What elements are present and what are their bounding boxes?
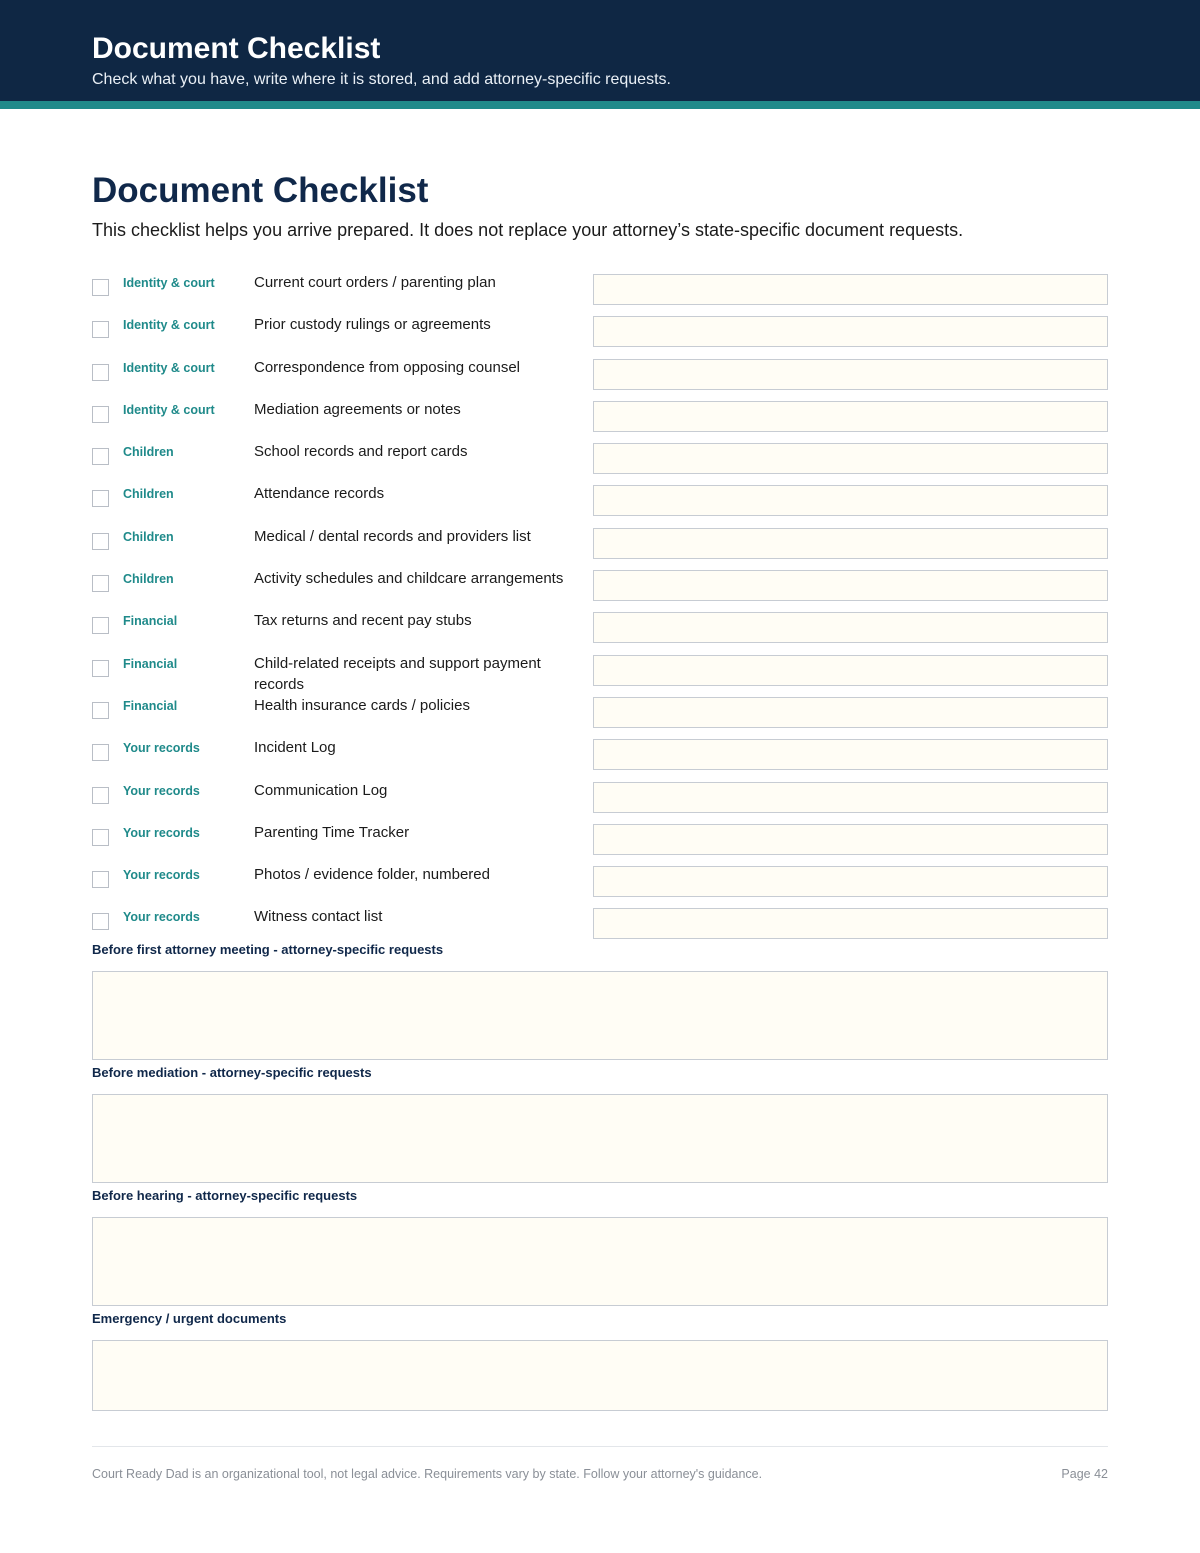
item-category: Children bbox=[123, 445, 174, 460]
storage-location-field[interactable] bbox=[593, 528, 1108, 559]
checklist-row bbox=[92, 528, 1108, 570]
item-checkbox[interactable] bbox=[92, 660, 109, 677]
storage-location-field[interactable] bbox=[593, 359, 1108, 390]
checklist-row bbox=[92, 570, 1108, 612]
item-category: Identity & court bbox=[123, 276, 215, 290]
checklist-row bbox=[92, 359, 1108, 401]
storage-location-field[interactable] bbox=[593, 316, 1108, 347]
page-title: Document Checklist bbox=[92, 171, 429, 210]
item-label: Health insurance cards / policies bbox=[254, 696, 470, 714]
checklist-row bbox=[92, 824, 1108, 866]
item-category: Your records bbox=[123, 741, 200, 756]
header-subtitle: Check what you have, write where it is stored, and add attorney-specific requests. bbox=[92, 71, 671, 88]
notes-first-meeting[interactable] bbox=[92, 971, 1108, 1060]
item-category: Your records bbox=[123, 783, 200, 798]
item-label: School records and report cards bbox=[254, 443, 468, 461]
item-checkbox[interactable] bbox=[92, 279, 109, 296]
storage-location-field[interactable] bbox=[593, 443, 1108, 474]
storage-location-field[interactable] bbox=[593, 570, 1108, 601]
item-category: Identity & court bbox=[123, 318, 215, 333]
item-label: Incident Log bbox=[254, 739, 336, 757]
item-category: Identity & court bbox=[123, 360, 215, 375]
header-accent-stripe bbox=[0, 101, 1200, 109]
storage-location-field[interactable] bbox=[593, 401, 1108, 432]
item-checkbox[interactable] bbox=[92, 787, 109, 804]
item-category: Financial bbox=[123, 656, 178, 671]
item-checkbox[interactable] bbox=[92, 533, 109, 550]
item-label: Photos / evidence folder, numbered bbox=[254, 866, 490, 884]
item-checkbox[interactable] bbox=[92, 490, 109, 507]
item-checkbox[interactable] bbox=[92, 364, 109, 381]
item-label: Mediation agreements or notes bbox=[254, 400, 461, 418]
item-checkbox[interactable] bbox=[92, 321, 109, 338]
item-category: Children bbox=[123, 529, 174, 544]
item-label: Parenting Time Tracker bbox=[254, 823, 410, 841]
storage-location-field[interactable] bbox=[593, 274, 1108, 305]
storage-location-field[interactable] bbox=[593, 697, 1108, 728]
storage-location-field[interactable] bbox=[593, 739, 1108, 770]
item-checkbox[interactable] bbox=[92, 575, 109, 592]
page-number: Page 42 bbox=[1061, 1467, 1108, 1481]
item-category: Financial bbox=[123, 614, 178, 629]
section-label-mediation: Before mediation - attorney-specific requests bbox=[92, 1065, 372, 1080]
header-title: Document Checklist bbox=[92, 32, 381, 65]
item-label: Prior custody rulings or agreements bbox=[254, 316, 491, 334]
checklist-row bbox=[92, 612, 1108, 654]
header-banner bbox=[0, 0, 1200, 101]
checklist-row bbox=[92, 274, 1108, 316]
footer-disclaimer: Court Ready Dad is an organizational tool, not legal advice. Requirements vary by state. Follow your attorney's guidance. bbox=[92, 1467, 763, 1481]
checklist-row bbox=[92, 655, 1108, 697]
item-label: Correspondence from opposing counsel bbox=[254, 358, 520, 376]
checklist-row bbox=[92, 485, 1108, 527]
notes-hearing[interactable] bbox=[92, 1217, 1108, 1306]
item-label: Medical / dental records and providers list bbox=[254, 527, 531, 545]
item-label: Child-related receipts and support payment records bbox=[254, 654, 541, 694]
storage-location-field[interactable] bbox=[593, 866, 1108, 897]
item-checkbox[interactable] bbox=[92, 617, 109, 634]
item-label: Activity schedules and childcare arrangements bbox=[254, 570, 564, 588]
item-checkbox[interactable] bbox=[92, 406, 109, 423]
item-checkbox[interactable] bbox=[92, 744, 109, 761]
item-label: Tax returns and recent pay stubs bbox=[254, 612, 472, 630]
storage-location-field[interactable] bbox=[593, 612, 1108, 643]
item-category: Your records bbox=[123, 910, 200, 925]
item-checkbox[interactable] bbox=[92, 702, 109, 719]
item-category: Your records bbox=[123, 868, 200, 883]
item-category: Children bbox=[123, 572, 174, 587]
item-label: Witness contact list bbox=[254, 908, 383, 926]
storage-location-field[interactable] bbox=[593, 655, 1108, 686]
checklist-row bbox=[92, 866, 1108, 908]
checklist-row bbox=[92, 316, 1108, 358]
item-checkbox[interactable] bbox=[92, 871, 109, 888]
item-label: Current court orders / parenting plan bbox=[254, 274, 496, 291]
storage-location-field[interactable] bbox=[593, 908, 1108, 939]
section-label-first-meeting: Before first attorney meeting - attorney-specific requests bbox=[92, 942, 444, 957]
item-category: Children bbox=[123, 487, 174, 502]
storage-location-field[interactable] bbox=[593, 824, 1108, 855]
checklist-row bbox=[92, 739, 1108, 781]
section-label-emergency: Emergency / urgent documents bbox=[92, 1311, 287, 1326]
item-checkbox[interactable] bbox=[92, 829, 109, 846]
item-category: Financial bbox=[123, 698, 178, 713]
storage-location-field[interactable] bbox=[593, 782, 1108, 813]
footer-divider bbox=[92, 1446, 1108, 1447]
item-label: Communication Log bbox=[254, 781, 388, 799]
item-category: Identity & court bbox=[123, 402, 215, 417]
item-category: Your records bbox=[123, 825, 200, 840]
section-label-hearing: Before hearing - attorney-specific requests bbox=[92, 1188, 358, 1203]
storage-location-field[interactable] bbox=[593, 485, 1108, 516]
item-label: Attendance records bbox=[254, 485, 385, 503]
checklist-row bbox=[92, 697, 1108, 739]
item-checkbox[interactable] bbox=[92, 448, 109, 465]
checklist-row bbox=[92, 401, 1108, 443]
item-checkbox[interactable] bbox=[92, 913, 109, 930]
checklist bbox=[92, 274, 1108, 951]
page-intro: This checklist helps you arrive prepared. It does not replace your attorney’s state-specific document requests. bbox=[92, 220, 964, 240]
notes-mediation[interactable] bbox=[92, 1094, 1108, 1183]
checklist-row bbox=[92, 782, 1108, 824]
checklist-row bbox=[92, 443, 1108, 485]
notes-emergency[interactable] bbox=[92, 1340, 1108, 1411]
